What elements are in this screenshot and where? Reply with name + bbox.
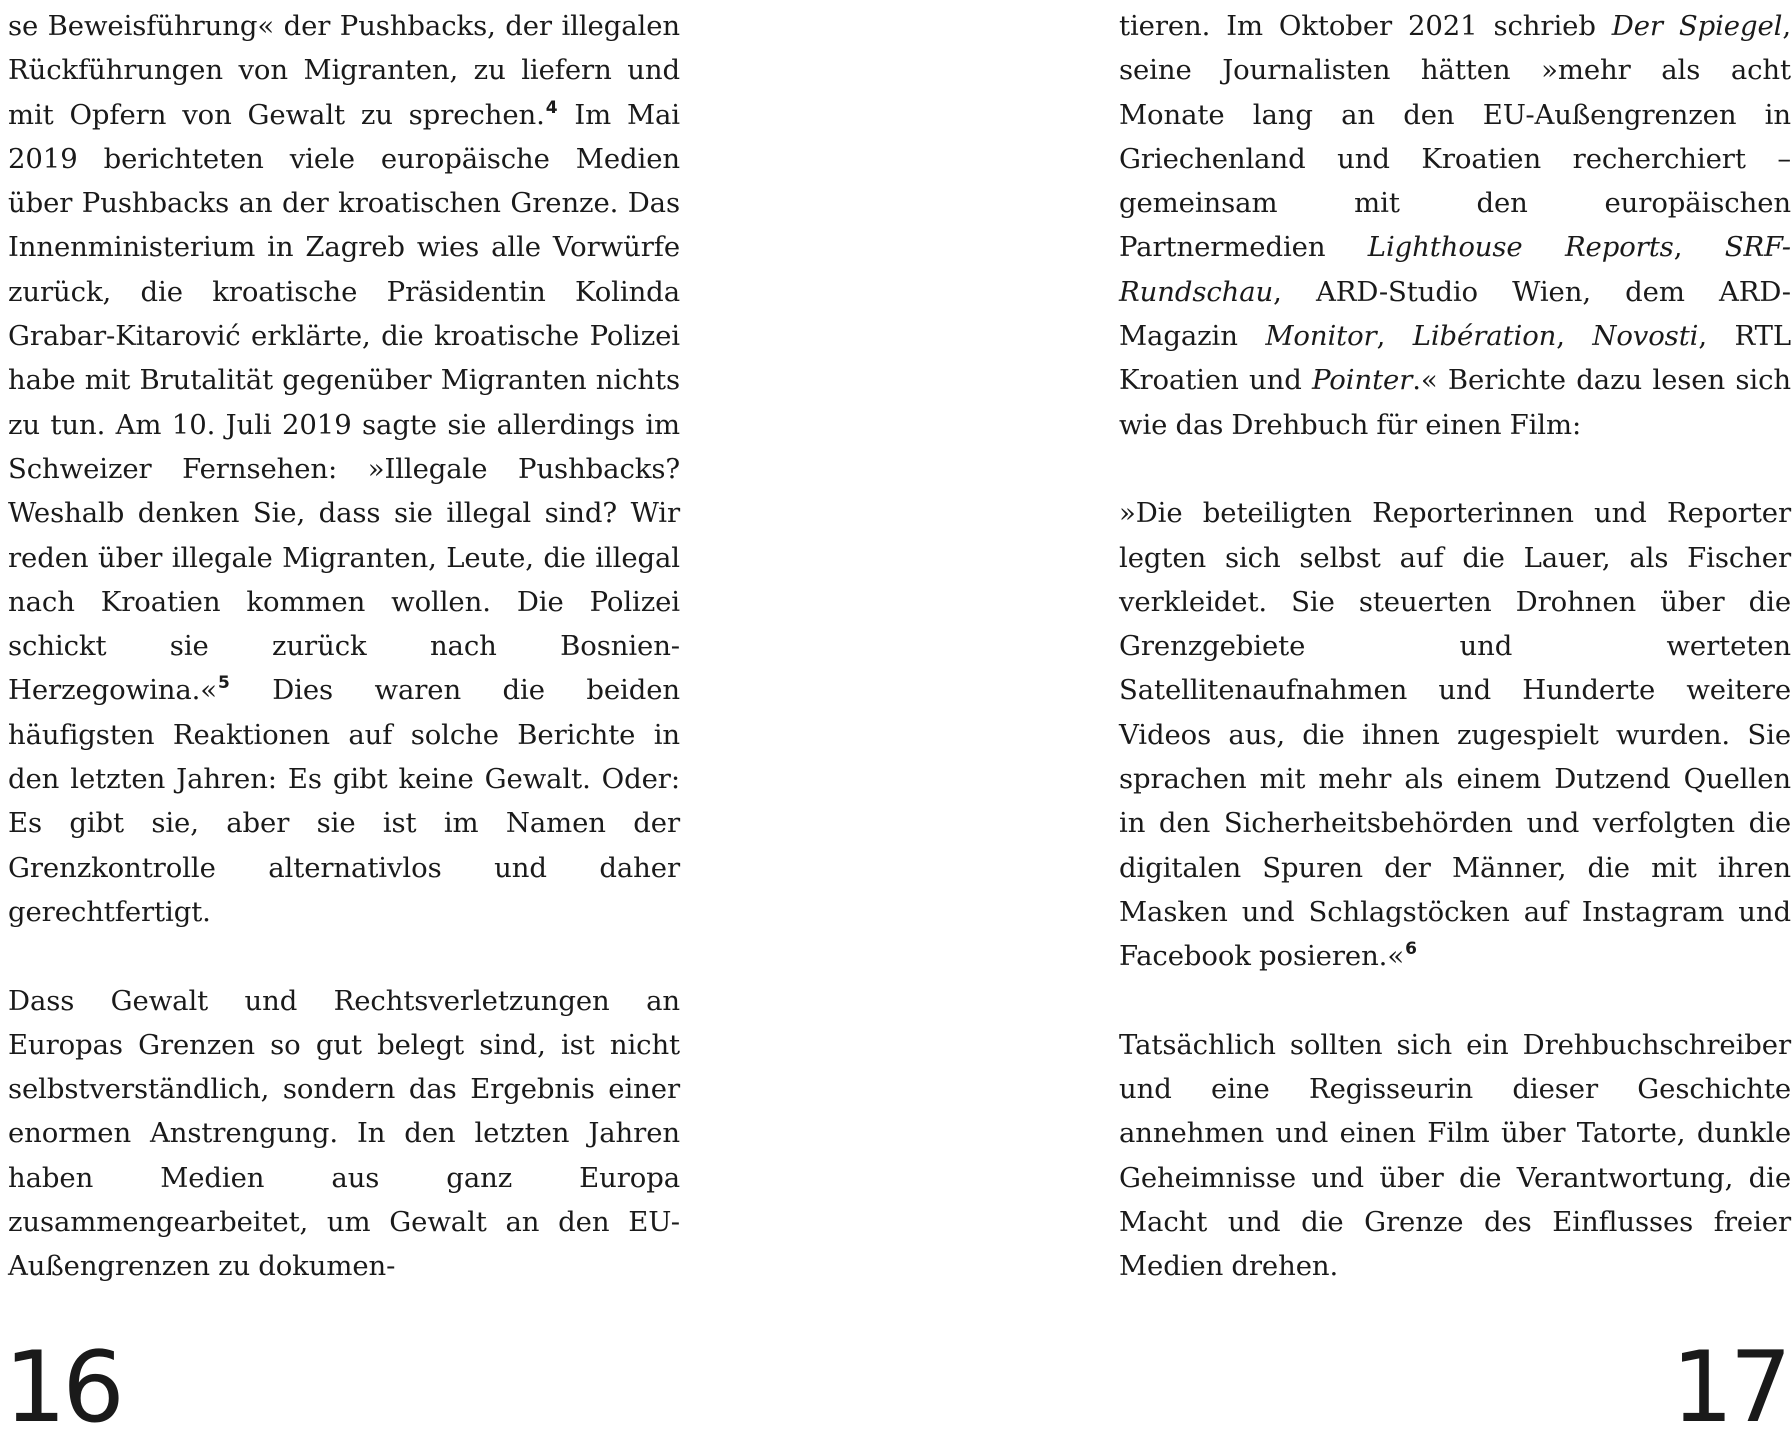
text-run: ,: [1673, 231, 1725, 264]
italic-title: SRF-Rundschau: [1119, 231, 1791, 308]
page-number-right: 17: [1671, 1331, 1788, 1445]
italic-title: Pointer: [1312, 364, 1413, 397]
text-run: Im Mai 2019 berichteten viele europäische Medien über Pushbacks an der kroatischen Grenze. Das Innenministerium in Zagreb wies alle Vorwürfe zurück, die kroatische Präsidentin Kolinda Grabar-Kitarović erklärte, die kroatische Polizei habe mit Brutalität gegenüber Migranten nichts zu tun. Am 10. Juli 2019 sagte sie allerdings im Schweizer Fernsehen: »Illegale Pushbacks? Weshalb denken Sie, dass sie illegal sind? Wir reden über illegale Migranten, Leute, die illegal nach Kroatien kommen wollen. Die Polizei schickt sie zurück nach Bosnien-Herzegowina.«: [8, 98, 680, 707]
footnote-marker: 4: [545, 97, 558, 118]
text-run: Dass Gewalt und Rechtsverletzungen an Europas Grenzen so gut belegt sind, ist nicht selbstverständlich, sondern das Ergebnis einer enormen Anstrengung. In den letzten Jahren haben Medien aus ganz Europa zusammengearbeitet, um Gewalt an den EU-Außengrenzen zu dokumen-: [8, 984, 680, 1283]
right-text-column: [1119, 4, 1791, 1333]
left-text-column: [8, 4, 680, 1333]
text-run: .« Berichte dazu lesen sich wie das Drehbuch für einen Film:: [1119, 364, 1791, 441]
paragraph: [1119, 4, 1791, 447]
footnote-marker: 5: [218, 673, 230, 694]
text-run: , ARD-Studio Wien, dem ARD-Magazin: [1119, 275, 1791, 353]
text-run: Tatsächlich sollten sich ein Drehbuchschreiber und eine Regisseurin dieser Geschichte annehmen und einen Film über Tatorte, dunkle Geheimnisse und über die Verantwortung, die Macht und die Grenze des Einflusses freier Medien drehen.: [1119, 1028, 1791, 1283]
footnote-marker: 6: [1405, 939, 1417, 960]
paragraph: [8, 979, 680, 1289]
text-run: , RTL Kroatien und: [1119, 320, 1791, 397]
paragraph: [1119, 491, 1791, 978]
text-run: , seine Journalisten hätten »mehr als acht Monate lang an den EU-Außengrenzen in Griechenland und Kroatien recherchiert – gemeinsam mit den europäischen Partnermedien: [1119, 10, 1792, 264]
italic-title: Libération: [1412, 320, 1557, 353]
text-run: ,: [1556, 320, 1593, 353]
paragraph: [8, 4, 680, 934]
text-run: »Die beteiligten Reporterinnen und Reporter legten sich selbst auf die Lauer, als Fischer verkleidet. Sie steuerten Drohnen über die Grenzgebiete und werteten Satellitenaufnahmen und Hunderte weitere Videos aus, die ihnen zugespielt wurden. Sie sprachen mit mehr als einem Dutzend Quellen in den Sicherheitsbehörden und verfolgten die digitalen Spuren der Männer, die mit ihren Masken und Schlagstöcken auf Instagram und Facebook posieren.«: [1119, 497, 1791, 973]
italic-title: Novosti: [1592, 320, 1699, 353]
italic-title: Lighthouse Reports: [1367, 231, 1674, 264]
text-run: ,: [1376, 320, 1413, 353]
text-run: Dies waren die beiden häufigsten Reaktionen auf solche Berichte in den letzten Jahren: Es gibt keine Gewalt. Oder: Es gibt sie, aber sie ist im Namen der Grenzkontrolle alternativlos und daher gerechtfertigt.: [8, 674, 680, 928]
italic-title: Monitor: [1265, 320, 1377, 353]
text-run: tieren. Im Oktober 2021 schrieb: [1119, 10, 1612, 42]
italic-title: Der Spiegel: [1611, 10, 1783, 42]
page-right: [896, 0, 1792, 1445]
page-number-left: 16: [4, 1331, 121, 1445]
paragraph: [1119, 1023, 1791, 1289]
text-run: se Beweisführung« der Pushbacks, der illegalen Rückführungen von Migranten, zu liefern und mit Opfern von Gewalt zu sprechen.: [8, 10, 680, 131]
